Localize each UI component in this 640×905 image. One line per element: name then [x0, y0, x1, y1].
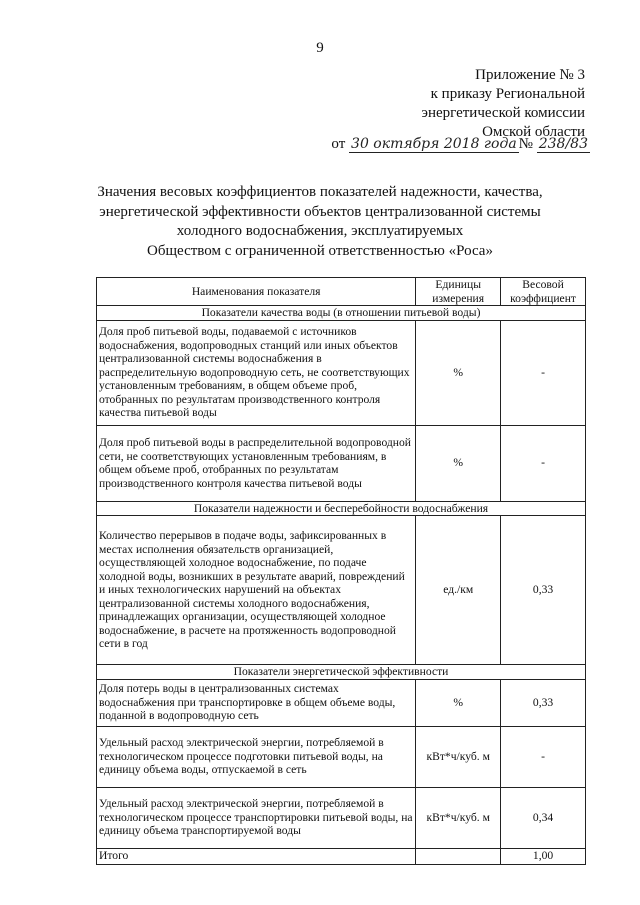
indicator-unit: кВт*ч/куб. м [416, 726, 501, 787]
total-row [97, 848, 586, 864]
section-row-quality [97, 306, 586, 321]
order-date-handwritten: 30 октября 2018 года [351, 136, 517, 152]
header-coef: Весовой коэффициент [501, 278, 586, 306]
appendix-line-1: Приложение № 3 [475, 67, 585, 83]
table-row [97, 679, 586, 726]
title-line-4: Обществом с ограниченной ответственностью «Роса» [147, 242, 493, 259]
page-number: 9 [316, 40, 324, 56]
indicator-name: Удельный расход электрической энергии, потребляемой в технологическом процессе транспортировки питьевой воды, на единицу объема транспортируемой воды [97, 787, 416, 848]
order-number-prefix: № [518, 136, 533, 152]
title-line-1: Значения весовых коэффициентов показателей надежности, качества, [97, 184, 543, 200]
order-number-handwritten: 238/83 [538, 136, 588, 152]
title-line-2: энергетической эффективности объектов централизованной системы [99, 203, 541, 220]
total-unit [416, 848, 501, 864]
order-reference [331, 136, 590, 153]
table-row [97, 425, 586, 501]
indicator-coef: - [501, 726, 586, 787]
table-row [97, 516, 586, 665]
total-label: Итого [97, 848, 416, 864]
document-title [60, 183, 580, 261]
appendix-header [422, 66, 585, 142]
indicator-coef: 0,33 [501, 679, 586, 726]
indicator-name: Количество перерывов в подаче воды, зафиксированных в местах исполнения обязательств организацией, осуществляющей холодное водоснабжение, по подаче холодной воды, возникших в результате аварий, повреждений и иных технологических нарушений на объектах централизованной системы холодного водоснабжения, принадлежащих организации, осуществляющей холодное водоснабжение, в расчете на протяженность водопроводной сети в год [97, 516, 416, 665]
weights-table [96, 277, 586, 865]
title-line-3: холодного водоснабжения, эксплуатируемых [176, 223, 464, 239]
indicator-coef: - [501, 320, 586, 425]
indicator-coef: 0,34 [501, 787, 586, 848]
indicator-unit: кВт*ч/куб. м [416, 787, 501, 848]
indicator-name: Доля проб питьевой воды, подаваемой с источников водоснабжения, водопроводных станций или иных объектов централизованной системы водоснабжения в распределительную водопроводную сеть, не соответствующих установленным требованиям, в общем объеме проб, отобранных по результатам производственного контроля качества питьевой воды [97, 320, 416, 425]
table-row [97, 787, 586, 848]
order-prefix: от [331, 136, 346, 152]
appendix-line-4: Омской области [482, 124, 585, 140]
table-row [97, 320, 586, 425]
total-coef: 1,00 [501, 848, 586, 864]
section-title: Показатели надежности и бесперебойности водоснабжения [97, 501, 586, 516]
indicator-unit: % [416, 679, 501, 726]
indicator-unit: % [416, 425, 501, 501]
section-row-energy [97, 665, 586, 680]
table-header-row [97, 278, 586, 306]
header-name: Наименования показателя [97, 278, 416, 306]
appendix-line-3: энергетической комиссии [421, 105, 585, 121]
indicator-unit: ед./км [416, 516, 501, 665]
table-row [97, 726, 586, 787]
section-title: Показатели энергетической эффективности [97, 665, 586, 680]
section-title: Показатели качества воды (в отношении питьевой воды) [97, 306, 586, 321]
indicator-coef: 0,33 [501, 516, 586, 665]
appendix-line-2: к приказу Региональной [430, 86, 585, 102]
indicator-unit: % [416, 320, 501, 425]
indicator-coef: - [501, 425, 586, 501]
indicator-name: Доля потерь воды в централизованных системах водоснабжения при транспортировке в общем объеме воды, поданной в водопроводную сеть [97, 679, 416, 726]
indicator-name: Удельный расход электрической энергии, потребляемой в технологическом процессе подготовки питьевой воды, на единицу объема воды, отпускаемой в сеть [97, 726, 416, 787]
header-unit: Единицы измерения [416, 278, 501, 306]
indicator-name: Доля проб питьевой воды в распределительной водопроводной сети, не соответствующих установленным требованиям, в общем объеме проб, отобранных по результатам производственного контроля качества питьевой воды [97, 425, 416, 501]
section-row-reliability [97, 501, 586, 516]
